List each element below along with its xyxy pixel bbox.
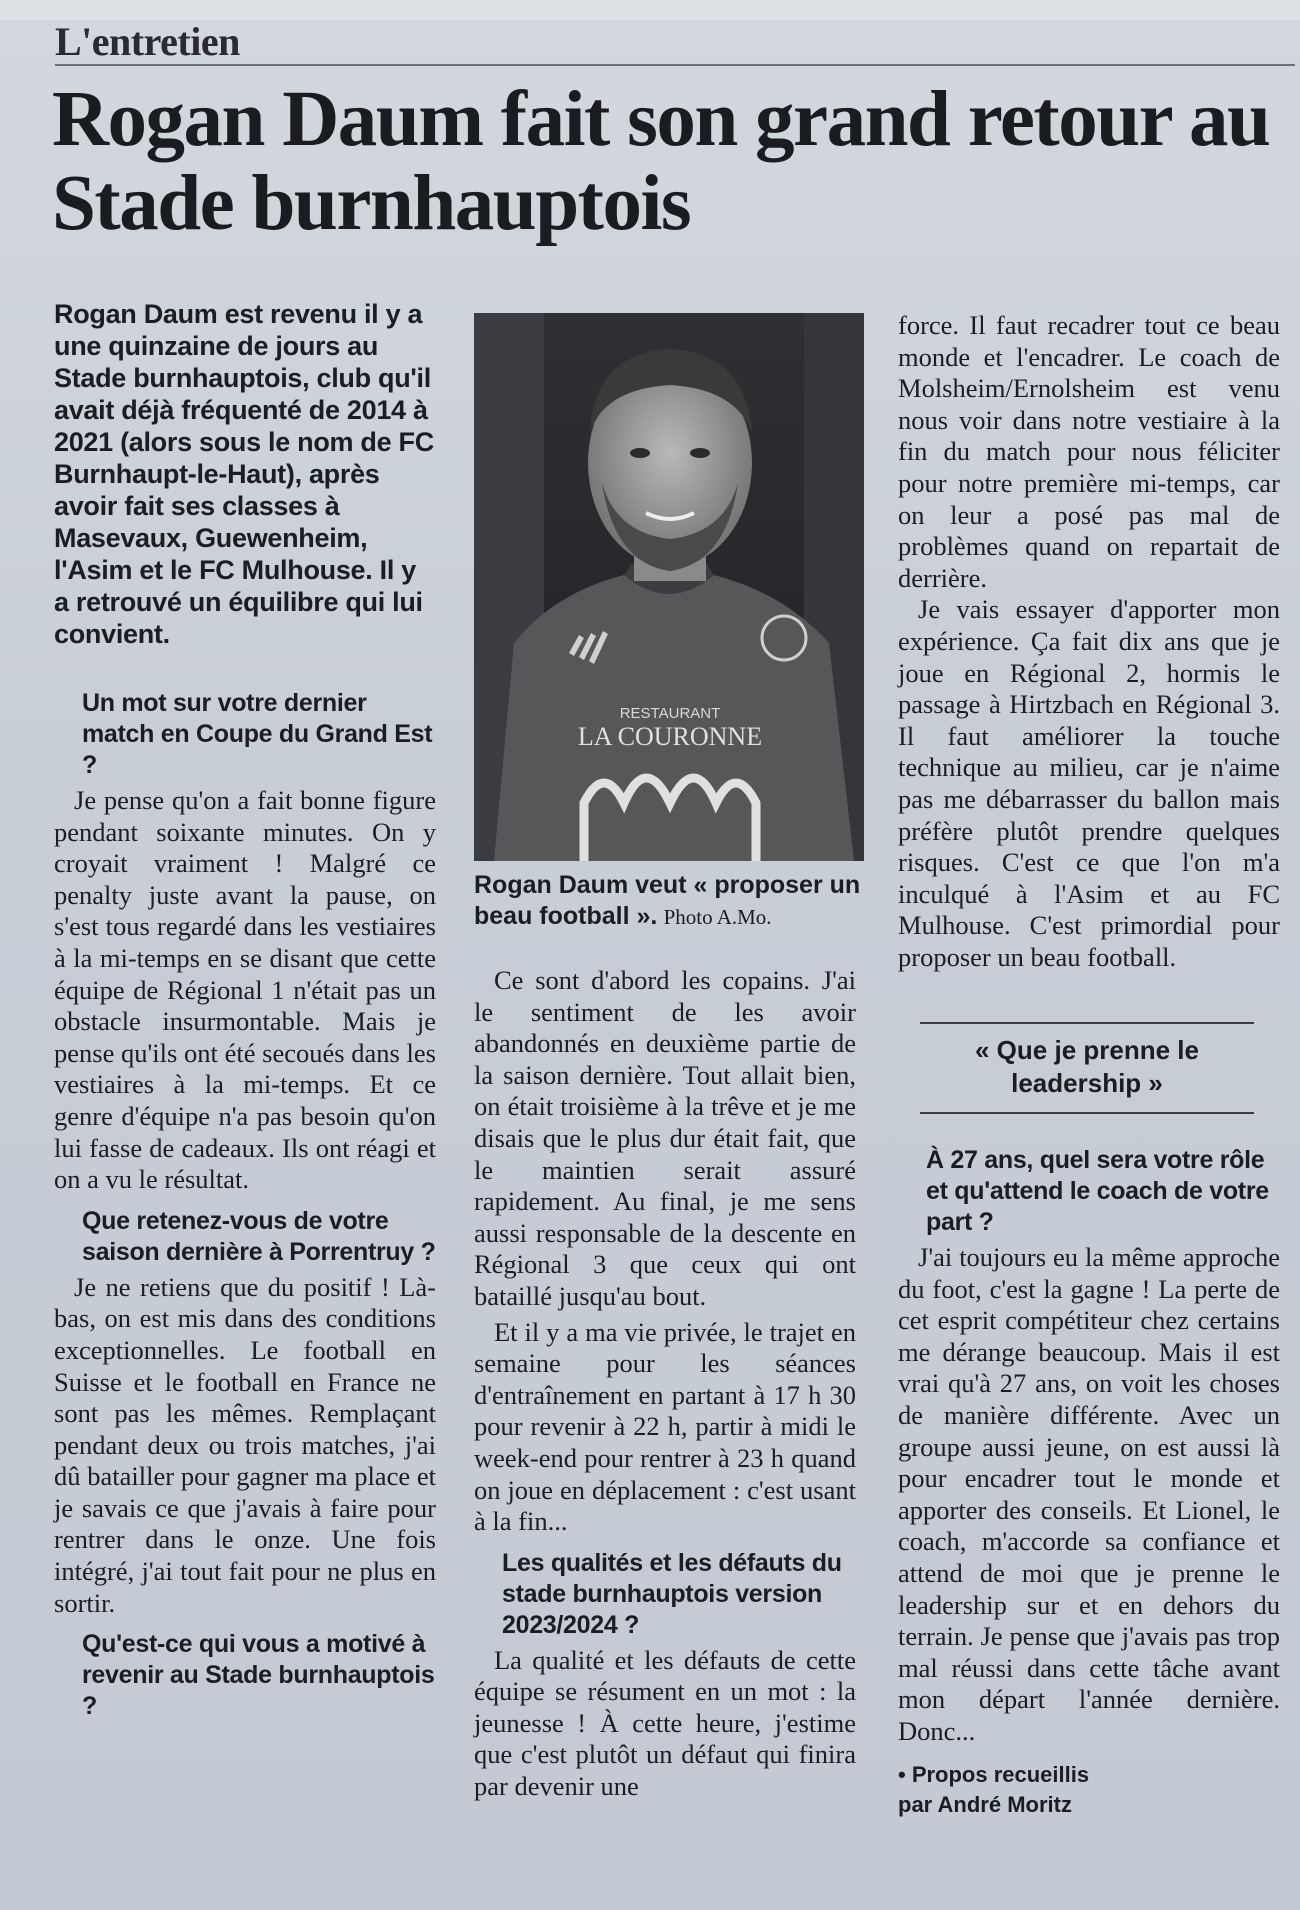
column-3 bbox=[898, 310, 1280, 973]
photo-credit: Photo A.Mo. bbox=[663, 905, 772, 929]
pull-quote: « Que je prenne le leadership » bbox=[920, 1022, 1254, 1114]
article-headline: Rogan Daum fait son grand retour au Stade burnhauptois bbox=[52, 76, 1270, 247]
answer: Et il y a ma vie privée, le trajet en semaine pour les séances d'entraînement en partant à 17 h 30 pour revenir à 22 h, partir à midi le week-end pour rentrer à 23 h quand on joue en déplacement : c'est usant à la fin... bbox=[474, 1316, 856, 1537]
previous-page-strip bbox=[0, 0, 1300, 20]
answer: Ce sont d'abord les copains. J'ai le sentiment de les avoir abandonnés en deuxième partie de la saison dernière. Tout allait bien, on était troisième à la trêve et je me disais que le plus dur était fait, que le maintien serait assuré rapidement. Au final, je me sens aussi responsable de la descente en Régional 3 que ceux qui ont bataillé jusqu'au bout. bbox=[474, 965, 856, 1311]
question: Un mot sur votre dernier match en Coupe du Grand Est ? bbox=[82, 689, 433, 779]
player-photo bbox=[474, 313, 864, 861]
article-lead: Rogan Daum est revenu il y a une quinzaine de jours au Stade burnhauptois, club qu'il avait déjà fréquenté de 2014 à 2021 (alors sous le nom de FC Burnhaupt-le-Haut), après avoir fait ses classes à Masevaux, Guewenheim, l'Asim et le FC Mulhouse. Il y a retrouvé un équilibre qui lui convient. bbox=[54, 299, 434, 649]
answer: force. Il faut recadrer tout ce beau monde et l'encadrer. Le coach de Molsheim/Ernolsheim est venu nous voir dans notre vestiaire à la fin du match pour nous féliciter pour notre première mi-temps, car on leur a posé pas mal de problèmes quand on repartait de derrière. bbox=[898, 310, 1280, 593]
column-2 bbox=[474, 965, 856, 1803]
section-rubric: L'entretien bbox=[55, 19, 240, 64]
shirt-sponsor-small: RESTAURANT bbox=[619, 705, 721, 722]
shirt-sponsor-big: LA COURONNE bbox=[577, 722, 763, 751]
question: À 27 ans, quel sera votre rôle et qu'attend le coach de votre part ? bbox=[926, 1146, 1269, 1236]
answer: Je vais essayer d'apporter mon expérience. Ça fait dix ans que je joue en Régional 2, hormis le passage à Hirtzbach en Régional 3. Il faut améliorer la touche technique au milieu, car je n'aime pas me débarrasser du ballon mais préfère plutôt prendre quelques risques. C'est ce que l'on m'a inculqué à l'Asim et au FC Mulhouse. C'est primordial pour proposer un beau football. bbox=[898, 594, 1280, 972]
rubric-divider bbox=[55, 64, 1295, 66]
question: Qu'est-ce qui vous a motivé à revenir au Stade burnhauptois ? bbox=[82, 1630, 435, 1721]
byline-line-2: par André Moritz bbox=[898, 1791, 1072, 1817]
question: Que retenez-vous de votre saison dernière à Porrentruy ? bbox=[82, 1206, 436, 1266]
answer: Je ne retiens que du positif ! Là-bas, on est mis dans des conditions exceptionnelles. Le football en Suisse et le football en France ne sont pas les mêmes. Remplaçant pendant deux ou trois matches, j'ai dû batailler pour gagner ma place et je savais ce que j'avais à faire pour rentrer dans le onze. Une fois intégré, j'ai tout fait pour ne plus en sortir. bbox=[54, 1271, 436, 1618]
player-portrait bbox=[474, 313, 864, 861]
byline-line-1: • Propos recueillis bbox=[898, 1761, 1090, 1787]
answer: La qualité et les défauts de cette équipe se résument en un mot : la jeunesse ! À cette heure, j'estime que c'est plutôt un défaut qui finira par devenir une bbox=[474, 1644, 856, 1802]
caption-text: Rogan Daum veut « proposer un beau football ». bbox=[474, 871, 861, 930]
photo-caption bbox=[474, 870, 874, 933]
byline bbox=[898, 1760, 1280, 1820]
column-1 bbox=[54, 298, 436, 1726]
column-3-lower bbox=[898, 1135, 1280, 1820]
answer: Je pense qu'on a fait bonne figure pendant soixante minutes. On y croyait vraiment ! Malgré ce penalty juste avant la pause, on s'est tous regardé dans les vestiaires à la mi-temps en se disant que cette équipe de Régional 1 n'était pas un obstacle insurmontable. Mais je pense qu'ils ont été secoués dans les vestiaires à la mi-temps. Et ce genre d'équipe n'a pas besoin qu'on lui fasse de cadeaux. Ils ont réagi et on a vu le résultat. bbox=[54, 785, 436, 1195]
question: Les qualités et les défauts du stade burnhauptois version 2023/2024 ? bbox=[502, 1548, 842, 1639]
answer: J'ai toujours eu la même approche du foot, c'est la gagne ! La perte de cet esprit compétiteur chez certains me dérange beaucoup. Mais il est vrai qu'à 27 ans, on voit les choses de manière différente. Avec un groupe aussi jeune, on est aussi là pour encadrer tout le monde et apporter des conseils. Et Lionel, le coach, m'accorde sa confiance et attend de moi que je prenne le leadership sur et en dehors du terrain. Je pense que j'avais pas trop mal réussi dans cette tâche avant mon départ l'année dernière. Donc... bbox=[898, 1242, 1280, 1746]
